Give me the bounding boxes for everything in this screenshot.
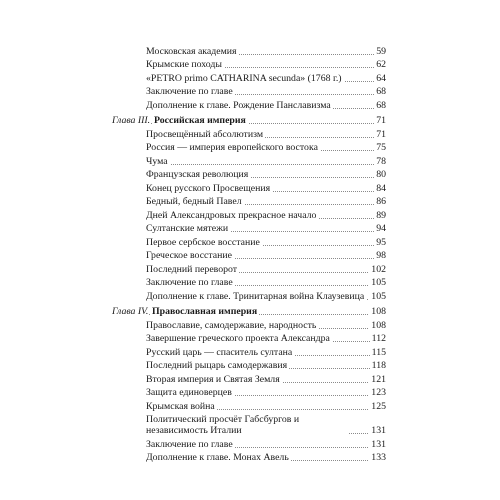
page-number: 86 xyxy=(376,196,386,207)
entry-title: Заключение по главе xyxy=(146,86,233,97)
entry-title: Политический просчёт Габсбургов и независимость Италии xyxy=(146,414,348,436)
toc-entry-row xyxy=(112,167,386,181)
page-number: 62 xyxy=(376,59,386,70)
page-number: 84 xyxy=(376,182,386,194)
toc-entry-row xyxy=(112,221,386,235)
entry-title: Дней Александровых прекрасное начало xyxy=(146,209,317,221)
toc-entry-row xyxy=(112,43,386,57)
toc-entry-row xyxy=(112,84,386,98)
entry-title: Дополнение к главе. Монах Авель xyxy=(146,452,289,463)
toc-entry-row xyxy=(112,317,386,331)
toc-chapter-row xyxy=(112,304,386,318)
page-number: 133 xyxy=(371,452,386,463)
entry-title: Вторая империя и Святая Земля xyxy=(146,373,280,385)
page-number: 94 xyxy=(376,223,386,234)
chapter-title: Православная империя xyxy=(152,306,258,317)
page-number: 75 xyxy=(376,142,386,153)
chapter-label: Глава IV. xyxy=(112,306,149,317)
toc-entry-row xyxy=(112,275,386,289)
toc-entry-row xyxy=(112,344,386,358)
page-number: 108 xyxy=(371,306,386,317)
toc-entry-row xyxy=(112,180,386,194)
entry-title: Первое сербское восстание xyxy=(146,236,260,248)
page-number: 115 xyxy=(371,346,386,358)
page-number: 78 xyxy=(376,155,386,167)
entry-title: Последний переворот xyxy=(146,263,238,275)
toc-entry-row xyxy=(112,450,386,464)
page-number: 125 xyxy=(371,400,386,412)
entry-title: Дополнение к главе. Тринитарная война Клаузевица xyxy=(146,290,365,302)
toc-entry-row xyxy=(112,140,386,154)
entry-title: Султанские мятежи xyxy=(146,223,229,234)
toc-chapter-row xyxy=(112,113,386,127)
page-number: 105 xyxy=(371,290,386,302)
toc-entry-row xyxy=(112,126,386,140)
dot-leader xyxy=(146,164,386,165)
page-number: 95 xyxy=(376,236,386,248)
entry-title: Московская академия xyxy=(146,45,237,57)
chapter-title: Российская империя xyxy=(154,115,246,126)
toc-entry-row xyxy=(112,248,386,262)
entry-title: Дополнение к главе. Рождение Панславизма xyxy=(146,99,331,111)
toc-entry-row xyxy=(112,288,386,302)
entry-title: Православие, самодержавие, народность xyxy=(146,319,317,331)
page-number: 131 xyxy=(371,438,386,450)
page-number: 131 xyxy=(371,425,386,436)
page-number: 98 xyxy=(376,250,386,261)
toc-entry-row xyxy=(112,398,386,412)
toc-entry-row xyxy=(112,153,386,167)
page-number: 105 xyxy=(371,277,386,288)
table-of-contents xyxy=(112,43,386,463)
page-number: 123 xyxy=(371,387,386,398)
toc-entry-row xyxy=(112,207,386,221)
page-number: 71 xyxy=(376,115,386,126)
page-number: 102 xyxy=(371,263,386,275)
toc-entry-row xyxy=(112,261,386,275)
page-number: 80 xyxy=(376,169,386,180)
entry-title: Конец русского Просвещения xyxy=(146,182,271,194)
entry-title: Последний рыцарь самодержавия xyxy=(146,360,288,371)
entry-title: Бедный, бедный Павел xyxy=(146,196,242,207)
toc-entry-row xyxy=(112,57,386,71)
entry-title: Заключение по главе xyxy=(146,277,233,288)
toc-entry-row xyxy=(112,371,386,385)
chapter-label: Глава III. xyxy=(112,115,151,126)
entry-title: Крымская война xyxy=(146,400,215,412)
page-number: 108 xyxy=(371,319,386,331)
entry-title: «PETRO primo CATHARINA secunda» (1768 г.) xyxy=(146,72,342,84)
page-number: 71 xyxy=(376,128,386,140)
page-number: 64 xyxy=(376,72,386,84)
entry-title: Просвещённый абсолютизм xyxy=(146,128,264,140)
entry-title: Французская революция xyxy=(146,169,249,180)
entry-title: Защита единоверцев xyxy=(146,387,232,398)
page-number: 89 xyxy=(376,209,386,221)
entry-title: Русский царь — спаситель султана xyxy=(146,346,293,358)
entry-title: Греческое восстание xyxy=(146,250,232,261)
toc-entry-row xyxy=(112,436,386,450)
entry-title: Россия — империя европейского востока xyxy=(146,142,318,153)
page-number: 118 xyxy=(371,360,386,371)
page-number: 68 xyxy=(376,86,386,97)
entry-title: Завершение греческого проекта Александра xyxy=(146,333,330,344)
toc-entry-row xyxy=(112,331,386,345)
page-number: 112 xyxy=(371,333,386,344)
page-number: 121 xyxy=(371,373,386,385)
toc-entry-row xyxy=(112,358,386,372)
toc-entry-row xyxy=(112,234,386,248)
page-number: 68 xyxy=(376,99,386,111)
entry-title: Заключение по главе xyxy=(146,438,233,450)
toc-entry-row xyxy=(112,97,386,111)
page-number: 59 xyxy=(376,45,386,57)
entry-title: Крымские походы xyxy=(146,59,222,70)
toc-entry-row xyxy=(112,70,386,84)
toc-entry-row xyxy=(112,194,386,208)
toc-entry-row xyxy=(112,385,386,399)
toc-entry-row xyxy=(112,412,386,437)
entry-title: Чума xyxy=(146,155,168,167)
